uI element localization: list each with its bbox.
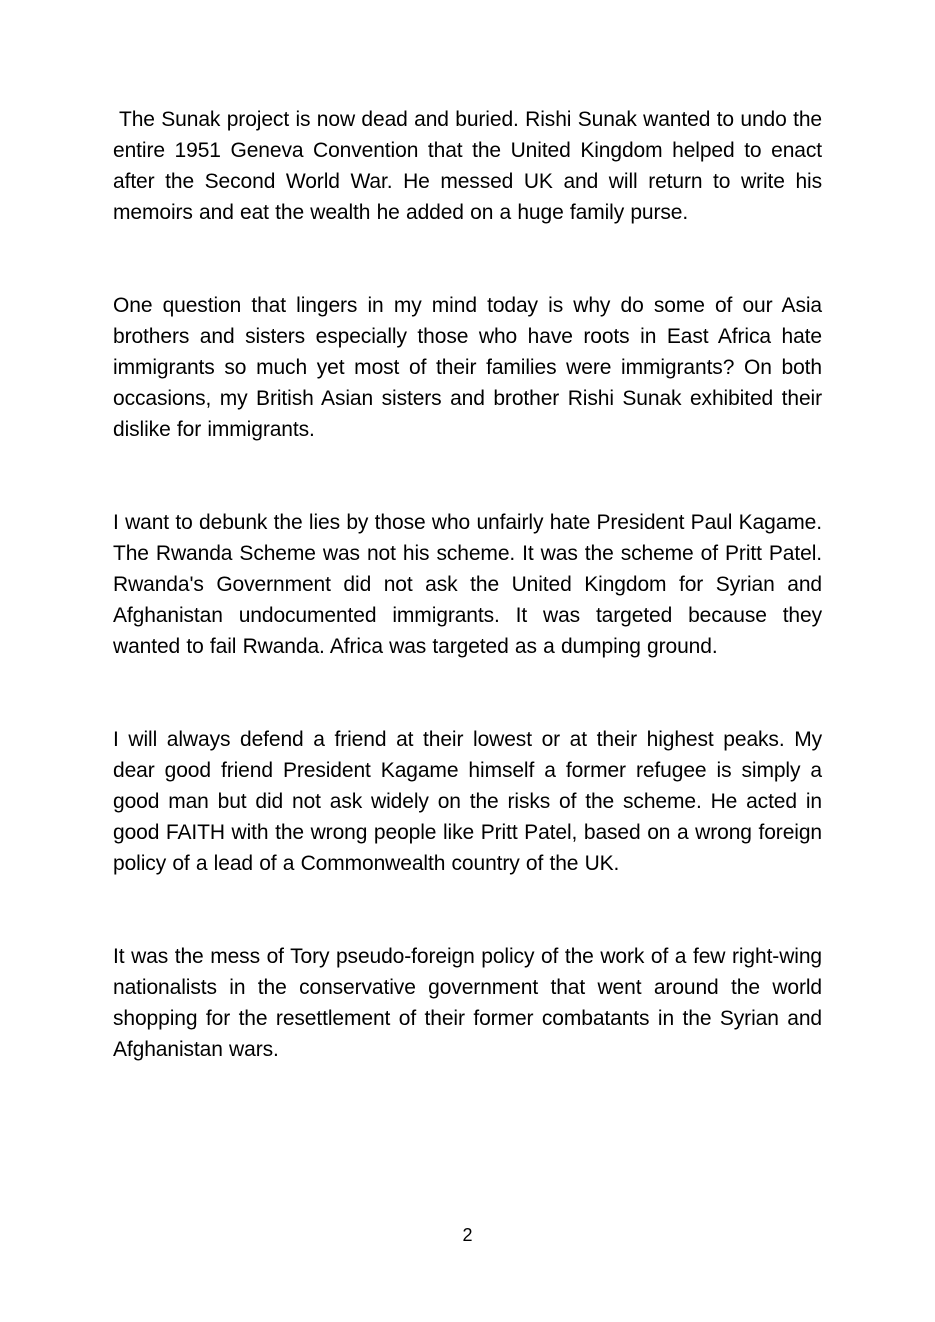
document-body bbox=[113, 104, 822, 1127]
page-footer bbox=[0, 1224, 935, 1246]
body-paragraph: It was the mess of Tory pseudo-foreign policy of the work of a few right-wing nationalists in the conservative government that went around the world shopping for the resettlement of their former combatants in the Syrian and Afghanistan wars. bbox=[113, 945, 822, 1061]
body-paragraph: I will always defend a friend at their lowest or at their highest peaks. My dear good friend President Kagame himself a former refugee is simply a good man but did not ask widely on the risks of the scheme. He acted in good FAITH with the wrong people like Pritt Patel, based on a wrong foreign policy of a lead of a Commonwealth country of the UK. bbox=[113, 728, 822, 875]
body-paragraph: One question that lingers in my mind today is why do some of our Asia brothers and sisters especially those who have roots in East Africa hate immigrants so much yet most of their families were immigrants? On both occasions, my British Asian sisters and brother Rishi Sunak exhibited their dislike for immigrants. bbox=[113, 294, 822, 441]
page-number: 2 bbox=[462, 1225, 473, 1245]
body-paragraph: I want to debunk the lies by those who unfairly hate President Paul Kagame. The Rwanda Scheme was not his scheme. It was the scheme of Pritt Patel. Rwanda's Government did not ask the United Kingdom for Syrian and Afghanistan undocumented immigrants. It was targeted because they wanted to fail Rwanda. Africa was targeted as a dumping ground. bbox=[113, 511, 822, 658]
body-paragraph: The Sunak project is now dead and buried. Rishi Sunak wanted to undo the entire 1951 Geneva Convention that the United Kingdom helped to enact after the Second World War. He messed UK and will return to write his memoirs and eat the wealth he added on a huge family purse. bbox=[113, 108, 822, 224]
